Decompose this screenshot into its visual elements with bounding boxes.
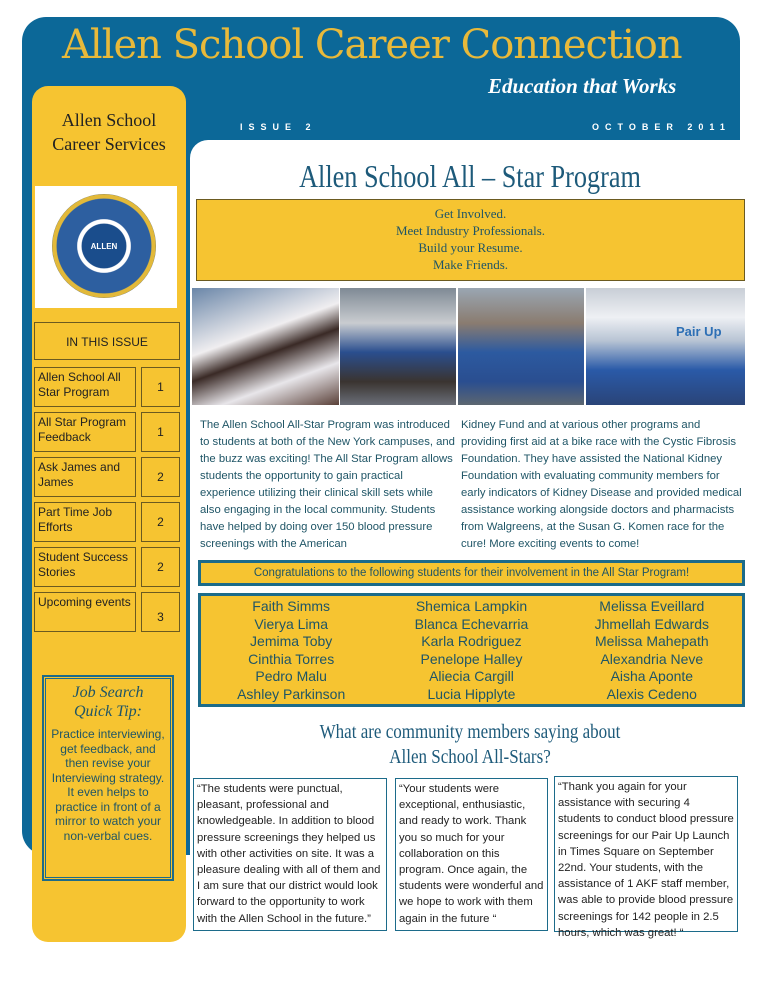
- issue-date: OCTOBER 2011: [592, 122, 731, 132]
- feedback-title: [232, 720, 708, 770]
- student-name: Ashley Parkinson: [237, 685, 346, 702]
- photo-pair-up-launch: [586, 288, 745, 405]
- tip-title: Quick Tip:: [74, 703, 142, 720]
- toc-item-label[interactable]: Upcoming events: [34, 592, 136, 632]
- feedback-title-line: What are community members saying about: [319, 721, 621, 743]
- student-name: Melissa Mahepath: [595, 633, 709, 650]
- student-name: Alexis Cedeno: [606, 685, 697, 702]
- tip-title: Job Search: [72, 684, 144, 701]
- article-column-2: Kidney Fund and at various other programs and providing first aid at a bike race with the Cystic Fibrosis Foundation. They have assisted the National Kidney Foundation with evaluating community members for early indicators of Kidney Disease and provided medical assistance working alongside doctors and pharmacists from Walgreens, at the Susan G. Komen race for the cure! More exciting events to come!: [461, 419, 742, 550]
- school-seal-icon: ALLEN: [52, 194, 156, 298]
- feedback-title-line: Allen School All-Stars?: [389, 746, 551, 768]
- names-column: [381, 598, 561, 704]
- toc-item-label[interactable]: Student Success Stories: [34, 547, 136, 587]
- toc-item-page: 1: [141, 412, 180, 452]
- toc-item-label[interactable]: Ask James and James: [34, 457, 136, 497]
- testimonial-quote: “The students were punctual, pleasant, professional and knowledgeable. In addition to blood pressure screenings they helped us with other activities on site. It was a pleasure dealing with all of them and I am sure that our district would look forward to the opportunity to work with the Allen School in the future.”: [193, 778, 387, 931]
- photo-students-group: [192, 288, 339, 405]
- student-name: Alexandria Neve: [600, 650, 704, 667]
- issue-number: ISSUE 2: [240, 122, 317, 132]
- student-name: Pedro Malu: [255, 668, 327, 685]
- newsletter-title: Allen School Career Connection: [62, 22, 682, 68]
- toc-item-label[interactable]: Part Time Job Efforts: [34, 502, 136, 542]
- student-name: Aliecia Cargill: [429, 668, 514, 685]
- photo-volunteers: [458, 288, 584, 405]
- student-name: Melissa Eveillard: [599, 598, 705, 614]
- photo-screening: [340, 288, 456, 405]
- student-name: Cinthia Torres: [248, 650, 335, 667]
- sidebar-title: [32, 108, 186, 156]
- testimonial-quote: “Your students were exceptional, enthusiastic, and ready to work. Thank you so much for your collaboration on this program. Once again, the students were wonderful and we hope to work with them again in the future “: [395, 778, 548, 931]
- involve-line: Meet Industry Professionals.: [395, 223, 546, 238]
- tip-text: Practice interviewing, get feedback, and then revise your Interviewing strategy. It even helps to practice in front of a mirror to watch your non-verbal cues.: [51, 727, 165, 843]
- get-involved-box: [196, 199, 745, 281]
- toc-heading: IN THIS ISSUE: [34, 322, 180, 360]
- involve-line: Make Friends.: [432, 257, 509, 272]
- toc-item-page: 2: [141, 457, 180, 497]
- quick-tip-box: [43, 676, 173, 880]
- toc-item-page: 1: [141, 367, 180, 407]
- sidebar-title-line: Career Services: [52, 134, 166, 154]
- student-name: Vierya Lima: [254, 615, 328, 632]
- student-name: Karla Rodriguez: [421, 633, 522, 650]
- toc-item-page: 2: [141, 547, 180, 587]
- photo-sign-text: Pair Up: [676, 324, 722, 339]
- toc-item-label[interactable]: All Star Program Feedback: [34, 412, 136, 452]
- toc-item-label[interactable]: Allen School All Star Program: [34, 367, 136, 407]
- student-name: Lucia Hipplyte: [427, 685, 516, 702]
- student-name: Blanca Echevarria: [414, 615, 529, 632]
- student-name: Jhmellah Edwards: [594, 615, 710, 632]
- testimonial-quote: “Thank you again for your assistance with securing 4 students to conduct blood pressure screenings for our Pair Up Launch in Times Square on September 22nd. Your students, with the assistance of 1 AKF staff member, was able to provide blood pressure screenings for 142 people in 2.5 hours, which was great! “: [554, 776, 738, 932]
- toc-item-page: 2: [141, 502, 180, 542]
- congratulations-banner: Congratulations to the following students for their involvement in the All Star Program!: [198, 560, 745, 586]
- names-column: [562, 598, 742, 704]
- student-name: Aisha Aponte: [610, 668, 694, 685]
- sidebar-title-line: Allen School: [61, 110, 157, 130]
- involve-line: Get Involved.: [434, 206, 507, 221]
- article-headline: Allen School All – Star Program: [299, 158, 641, 194]
- student-name: Jemima Toby: [250, 633, 333, 650]
- student-name: Shemica Lampkin: [415, 598, 528, 614]
- toc-item-page: 3: [141, 592, 180, 632]
- student-names: [198, 593, 745, 707]
- article-column-1: The Allen School All-Star Program was introduced to students at both of the New York campuses, and the buzz was exciting! The All Star Program allows students the opportunity to gain practical experience utilizing their clinical skill sets while also engaging in the local community. Students have helped by doing over 150 blood pressure screenings with the American: [200, 419, 455, 550]
- involve-line: Build your Resume.: [418, 240, 523, 255]
- student-name: Faith Simms: [252, 598, 331, 614]
- student-name: Penelope Halley: [420, 650, 523, 667]
- names-column: [201, 598, 381, 704]
- tagline: Education that Works: [488, 74, 677, 98]
